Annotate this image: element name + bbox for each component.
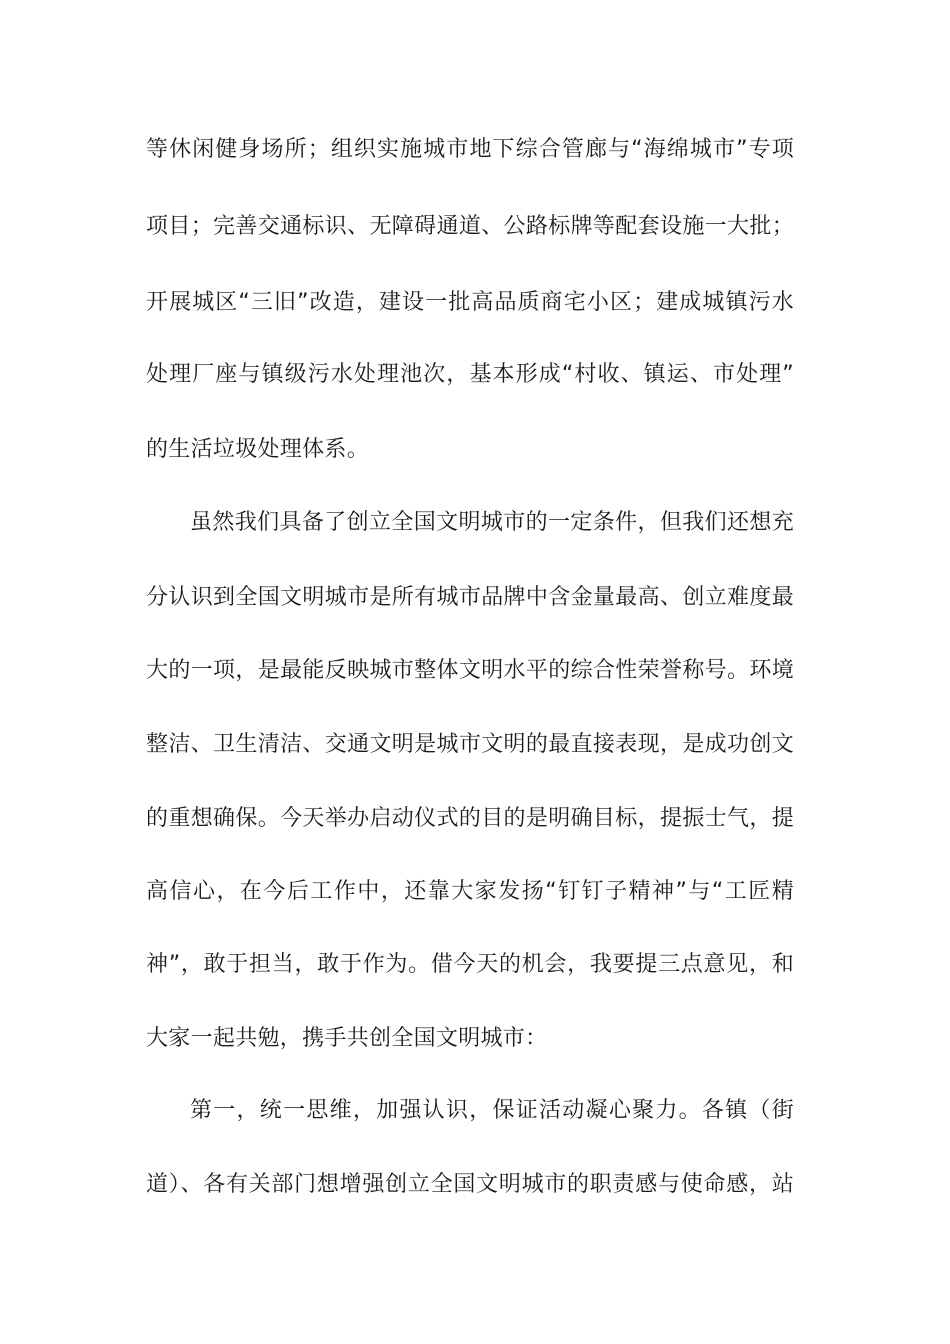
paragraph-first-line: 虽然我们具备了创立全国文明城市的一定条件，但我们还想充 <box>190 510 794 535</box>
text-line: 整洁、卫生清洁、交通文明是城市文明的最直接表现，是成功创文 <box>146 732 794 757</box>
text-line: 道）、各有关部门想增强创立全国文明城市的职责感与使命感，站 <box>146 1172 794 1197</box>
text-line: 高信心，在今后工作中，还靠大家发扬“钉钉子精神”与“工匠精 <box>146 879 794 904</box>
text-line: 神”，敢于担当，敢于作为。借今天的机会，我要提三点意见，和 <box>146 952 794 977</box>
text-line: 大的一项，是最能反映城市整体文明水平的综合性荣誉称号。环境 <box>146 658 794 683</box>
text-line: 分认识到全国文明城市是所有城市品牌中含金量最高、创立难度最 <box>146 585 794 610</box>
text-line: 的生活垃圾处理体系。 <box>146 437 370 462</box>
text-line: 等休闲健身场所；组织实施城市地下综合管廊与“海绵城市”专项 <box>146 137 794 162</box>
text-line: 开展城区“三旧”改造，建设一批高品质商宅小区；建成城镇污水 <box>146 290 794 315</box>
text-line: 处理厂座与镇级污水处理池次，基本形成“村收、镇运、市处理” <box>146 362 794 387</box>
text-line: 大家一起共勉，携手共创全国文明城市： <box>146 1026 548 1051</box>
text-line: 项目；完善交通标识、无障碍通道、公路标牌等配套设施一大批； <box>146 214 794 239</box>
text-line: 的重想确保。今天举办启动仪式的目的是明确目标，提振士气，提 <box>146 806 794 831</box>
paragraph-first-line: 第一，统一思维，加强认识，保证活动凝心聚力。各镇（街 <box>190 1098 794 1123</box>
